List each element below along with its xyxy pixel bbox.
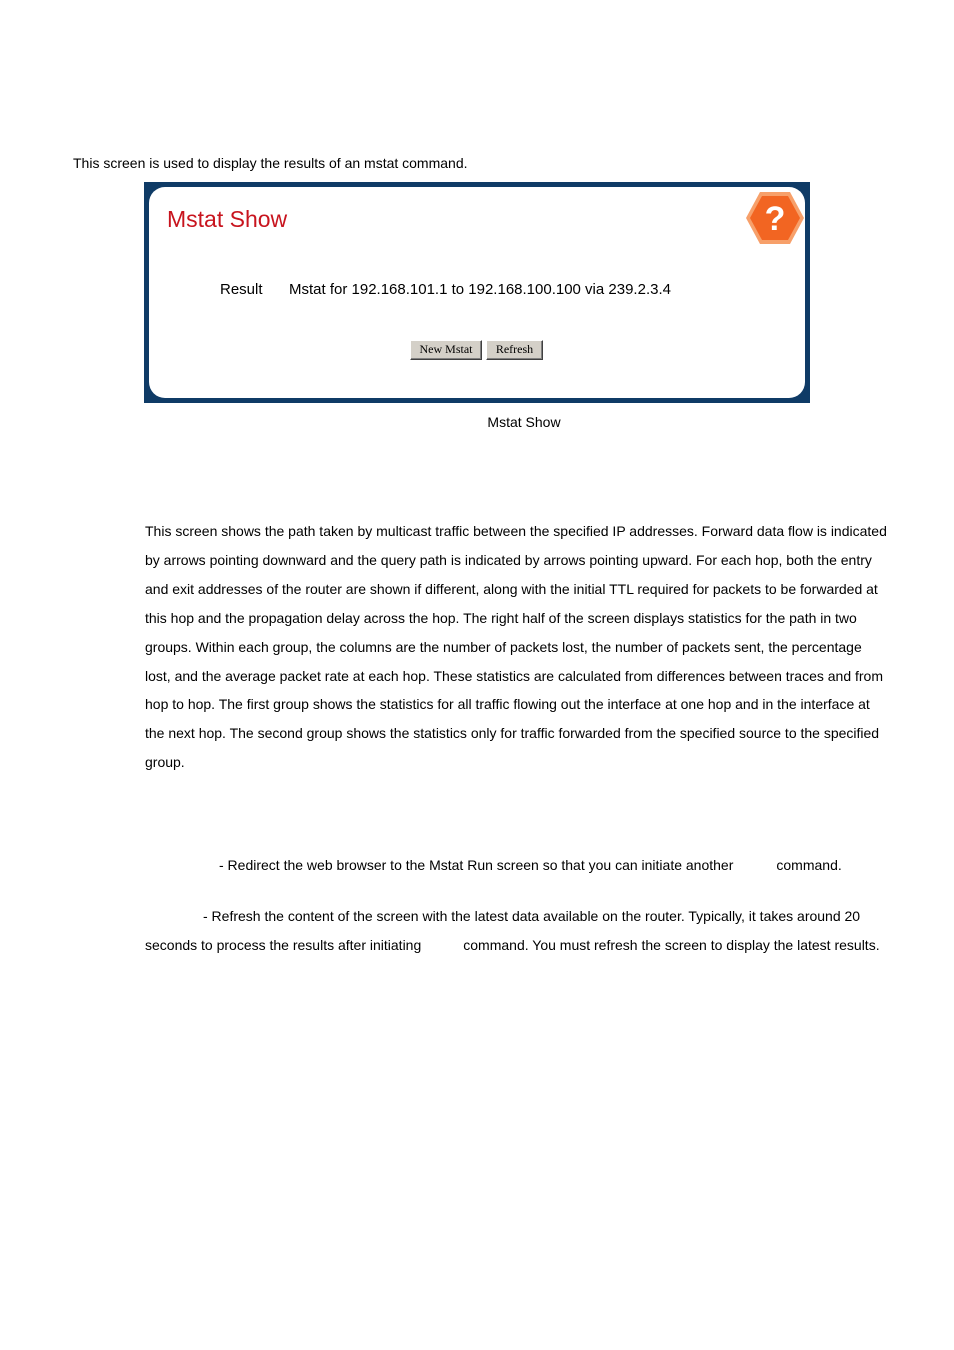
- question-hexagon-icon[interactable]: [745, 191, 805, 245]
- refresh-description: [145, 902, 890, 960]
- refresh-desc-text: - Refresh the content of the screen with the latest data available on the router. Typically, it takes around 20 seconds to process the results after initiating: [145, 908, 861, 953]
- mstat-show-screenshot: [144, 182, 810, 403]
- result-label: Result: [220, 281, 263, 298]
- new-mstat-description: [219, 851, 899, 880]
- new-mstat-desc-text-end: command.: [776, 857, 842, 873]
- description-paragraph: This screen shows the path taken by multicast traffic between the specified IP addresses. Forward data flow is indicated by arrows pointing downward and the query path is indicated by arrows pointing upward. For each hop, both the entry and exit addresses of the router are shown if different, along with the initial TTL required for packets to be forwarded at this hop and the propagation delay across the hop. The right half of the screen displays statistics for the path in two groups. Within each group, the columns are the number of packets lost, the number of packets sent, the percentage lost, and the average packet rate at each hop. These statistics are calculated from differences between traces and from hop to hop. The first group shows the statistics for all traffic flowing out the interface at one hop and in the interface at the next hop. The second group shows the statistics only for traffic forwarded from the specified source to the specified group.: [145, 523, 887, 771]
- new-mstat-button[interactable]: New Mstat: [410, 340, 482, 360]
- new-mstat-desc-text: - Redirect the web browser to the Mstat Run screen so that you can initiate another: [219, 857, 734, 873]
- screen-panel: [149, 187, 805, 398]
- refresh-button[interactable]: Refresh: [486, 340, 543, 360]
- screen-title: Mstat Show: [167, 206, 288, 232]
- figure-caption: Mstat Show: [487, 414, 561, 430]
- result-value: Mstat for 192.168.101.1 to 192.168.100.100 via 239.2.3.4: [289, 281, 671, 298]
- svg-text:?: ?: [764, 200, 786, 238]
- intro-text: This screen is used to display the results of an mstat command.: [73, 155, 468, 171]
- refresh-desc-text-end: command. You must refresh the screen to display the latest results.: [463, 936, 880, 953]
